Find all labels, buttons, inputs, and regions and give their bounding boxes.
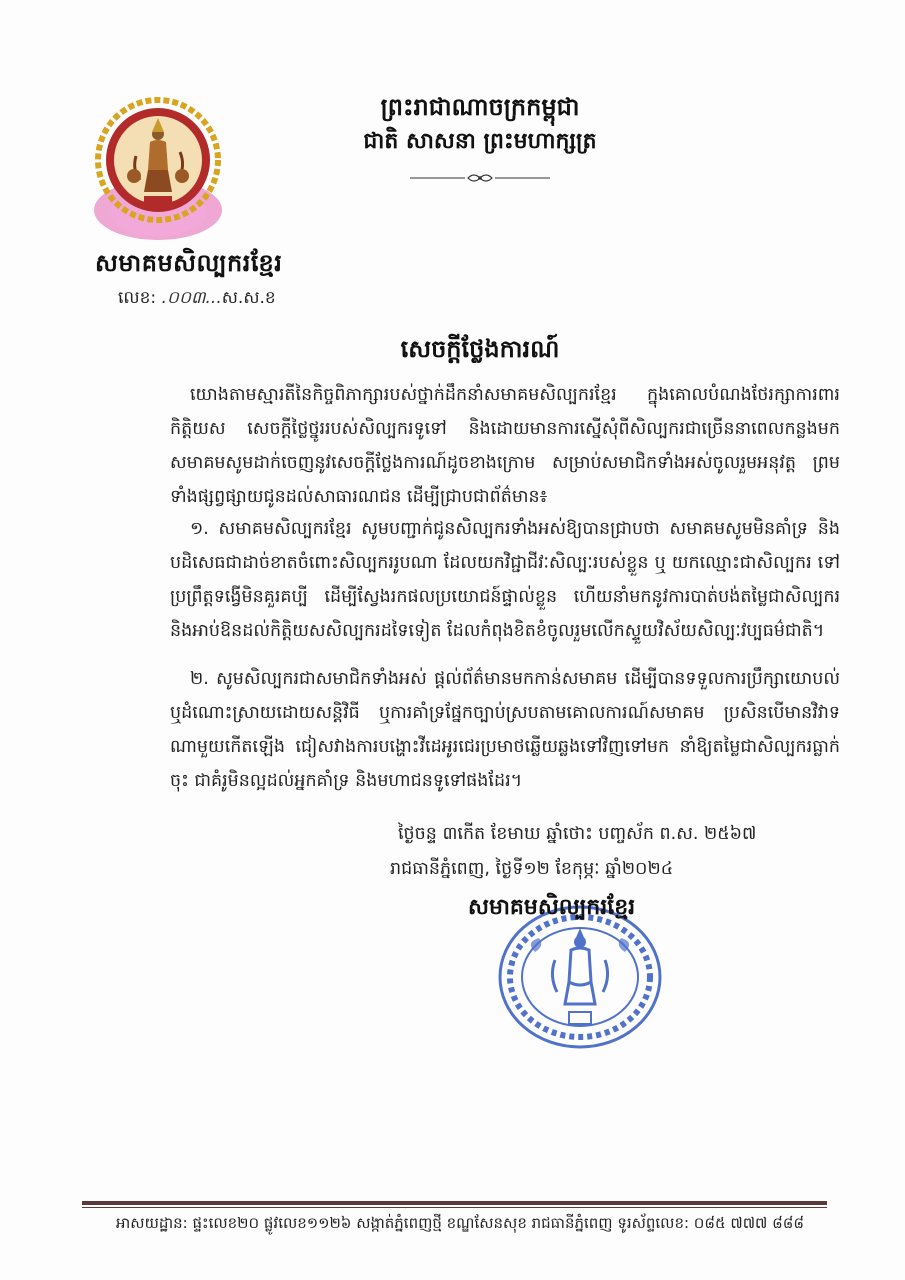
statement-point-2: [170, 662, 840, 798]
ornament-divider-icon: [410, 170, 550, 186]
kingdom-title: ព្រះរាជាណាចក្រកម្ពុជា: [380, 93, 580, 121]
signature-organization: សមាគមសិល្បករខ្មែរ: [468, 895, 636, 920]
association-logo-icon: [88, 92, 228, 242]
point-2-text: ២. សូមសិល្បករជាសមាជិកទាំងអស់ ផ្តល់ព័ត៌មានមកកាន់សមាគម ដើម្បីបានទទួលការប្រឹក្សាយោបល់ ឬដំណោះស្រាយដោយសន្តិវិធី ឬការគាំទ្រផ្នែកច្បាប់ស្របតាមគោលការណ៍សមាគម ប្រសិនបើមានវិវាទណាមួយកើតឡើង ជៀសវាងការបង្ហោះវីដេអូរជេរប្រមាថឆ្លើយឆ្លងទៅវិញទៅមក នាំឱ្យតម្លៃជាសិល្បករធ្លាក់ចុះ ជាគំរូមិនល្អដល់អ្នកគាំទ្រ និងមហាជនទូទៅផងដែរ។: [170, 669, 840, 791]
reference-label: លេខ:: [118, 288, 157, 308]
footer-divider-thin: [82, 1207, 827, 1208]
intro-text: យោងតាមស្មារតីនៃកិច្ចពិភាក្សារបស់ថ្នាក់ដឹកនាំសមាគមសិល្បករខ្មែរ ក្នុងគោលបំណងថែរក្សាការពារកិត្តិយស សេចក្តីថ្លៃថ្នូររបស់សិល្បករទូទៅ និងដោយមានការស្នើសុំពីសិល្បករជាច្រើននាពេលកន្លងមក សមាគមសូមដាក់ចេញនូវសេចក្តីថ្លែងការណ៍ដូចខាងក្រោម សម្រាប់សមាជិកទាំងអស់ចូលរួមអនុវត្ត ព្រមទាំងផ្សព្វផ្សាយជូនដល់សាធារណជន ដើម្បីជ្រាបជាព័ត៌មាន៖: [170, 385, 840, 507]
reference-number: .០០៣...: [161, 288, 222, 308]
reference-number-line: [118, 287, 276, 312]
statement-point-1: [170, 512, 840, 648]
solar-date: រាជធានីភ្នំពេញ, ថ្ងៃទី១២ ខែកុម្ភៈ ឆ្នាំ២០២៤: [390, 859, 674, 879]
organization-name: សមាគមសិល្បករខ្មែរ: [95, 249, 283, 277]
lunar-date: ថ្ងៃចន្ទ ៣កើត ខែមាឃ ឆ្នាំថោះ បញ្ចស័ក ព.ស. ២៥៦៧: [398, 824, 757, 844]
national-motto: ជាតិ សាសនា ព្រះមហាក្សត្រ: [363, 129, 597, 154]
footer-divider-thick: [82, 1201, 827, 1205]
point-1-text: ១. សមាគមសិល្បករខ្មែរ សូមបញ្ជាក់ជូនសិល្បករទាំងអស់ឱ្យបានជ្រាបថា សមាគមសូមមិនគាំទ្រ និងបដិសេធជាដាច់ខាតចំពោះសិល្បកររូបណា ដែលយកវិជ្ជាជីវៈសិល្បៈរបស់ខ្លួន ឬ យកឈ្មោះជាសិល្បករ ទៅប្រព្រឹត្តទង្វើមិនគួរគប្បី ដើម្បីស្វែងរកផលប្រយោជន៍ផ្ទាល់ខ្លួន ហើយនាំមកនូវការបាត់បង់តម្លៃជាសិល្បករ និងអាប់ឱនដល់កិត្តិយសសិល្បករដទៃទៀត ដែលកំពុងខិតខំចូលរួមលើកស្ទួយវិស័យសិល្បៈវប្បធម៌ជាតិ។: [170, 519, 840, 641]
statement-title: សេចក្តីថ្លែងការណ៍: [400, 335, 560, 363]
reference-suffix: ស.ស.ខ: [221, 288, 276, 308]
statement-intro: [170, 378, 840, 514]
footer-address: អាសយដ្ឋាន: ផ្ទះលេខ២០ ផ្លូវលេខ១១២៦ សង្កាត់ភ្នំពេញថ្មី ខណ្ឌសែនសុខ រាជធានីភ្នំពេញ ទូរស័ព្ទលេខ: ០៨៥ ៧៧៧ ៨៨៨: [116, 1214, 804, 1232]
